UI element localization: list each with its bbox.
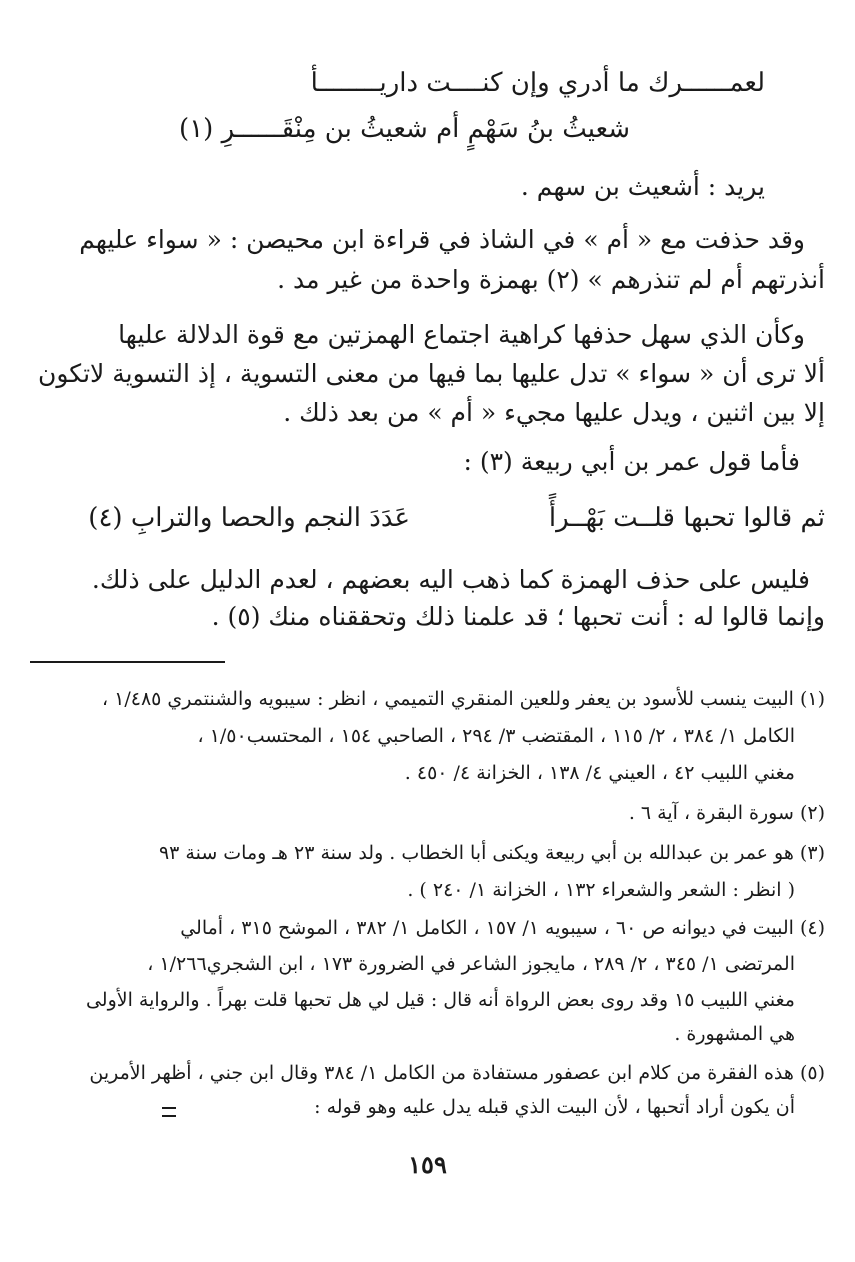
paragraph-line: ألا ترى أن « سواء » تدل عليها بما فيها من معنى التسوية ، إذ التسوية لاتكون <box>38 359 825 388</box>
paragraph-line: فأما قول عمر بن أبي ربيعة (٣) : <box>463 447 800 476</box>
footnote-3-line: ( انظر : الشعر والشعراء ١٣٢ ، الخزانة ١/ ٢٤٠ ) . <box>407 879 795 901</box>
footnote-4-line: (٤) البيت في ديوانه ص ٦٠ ، سيبويه ١/ ١٥٧ ، الكامل ١/ ٣٨٢ ، الموشح ٣١٥ ، أمالي <box>180 917 825 939</box>
paragraph-line: أنذرتهم أم لم تنذرهم » (٢) بهمزة واحدة من غير مد . <box>277 265 825 294</box>
continuation-mark <box>162 1107 176 1117</box>
footnote-5-line: (٥) هذه الفقرة من كلام ابن عصفور مستفادة من الكامل ١/ ٣٨٤ وقال ابن جني ، أظهر الأمرين <box>89 1062 825 1084</box>
page-number: ١٥٩ <box>408 1150 447 1179</box>
poem1-line2: شعيثُ بنُ سَهْمٍ أم شعيثُ بن مِنْقَــــــرِ (١) <box>179 114 630 144</box>
poem2-hemistich2: عَدَدَ النجم والحصا والترابِ (٤) <box>88 503 410 533</box>
poem2-hemistich1: ثم قالوا تحبها قلــت بَهْــرأً <box>548 503 825 533</box>
footnote-2-line: (٢) سورة البقرة ، آية ٦ . <box>628 802 825 824</box>
footnote-1-line: مغني اللبيب ٤٢ ، العيني ٤/ ١٣٨ ، الخزانة ٤/ ٤٥٠ . <box>404 762 795 784</box>
footnote-5-line: أن يكون أراد أتحبها ، لأن البيت الذي قبله يدل عليه وهو قوله : <box>314 1096 795 1118</box>
poem1-line1: لعمــــــرك ما أدري وإن كنــــت داريــــــــأ <box>310 68 765 98</box>
paragraph-line: إلا بين اثنين ، ويدل عليها مجيء « أم » من بعد ذلك . <box>283 398 825 427</box>
footnote-4-line: هي المشهورة . <box>674 1023 795 1045</box>
footnote-3-line: (٣) هو عمر بن عبدالله بن أبي ربيعة ويكنى أبا الخطاب . ولد سنة ٢٣ هـ ومات سنة ٩٣ <box>158 842 825 864</box>
footnote-separator <box>30 661 225 663</box>
footnote-1-line: الكامل ١/ ٣٨٤ ، ٢/ ١١٥ ، المقتضب ٣/ ٢٩٤ ، الصاحبي ١٥٤ ، المحتسب١/٥٠ ، <box>197 725 795 747</box>
paragraph-line: وقد حذفت مع « أم » في الشاذ في قراءة ابن محيصن : « سواء عليهم <box>79 225 805 254</box>
paragraph-line: وكأن الذي سهل حذفها كراهية اجتماع الهمزتين مع قوة الدلالة عليها <box>118 320 805 349</box>
paragraph-line: فليس على حذف الهمزة كما ذهب اليه بعضهم ، لعدم الدليل على ذلك. <box>91 565 810 594</box>
footnote-4-line: المرتضى ١/ ٣٤٥ ، ٢/ ٢٨٩ ، مايجوز الشاعر في الضرورة ١٧٣ ، ابن الشجري١/٢٦٦ ، <box>147 953 795 975</box>
footnote-1-line: (١) البيت ينسب للأسود بن يعفر وللعين المنقري التميمي ، انظر : سيبويه والشنتمري ١/٤٨٥ ، <box>101 688 825 710</box>
paragraph-line: وإنما قالوا له : أنت تحبها ؛ قد علمنا ذلك وتحققناه منك (٥) . <box>211 602 825 631</box>
paragraph-line: يريد : أشعيث بن سهم . <box>520 172 765 201</box>
footnote-4-line: مغني اللبيب ١٥ وقد روى بعض الرواة أنه قال : قيل لي هل تحبها قلت بهراً . والرواية الأولى <box>85 989 795 1011</box>
